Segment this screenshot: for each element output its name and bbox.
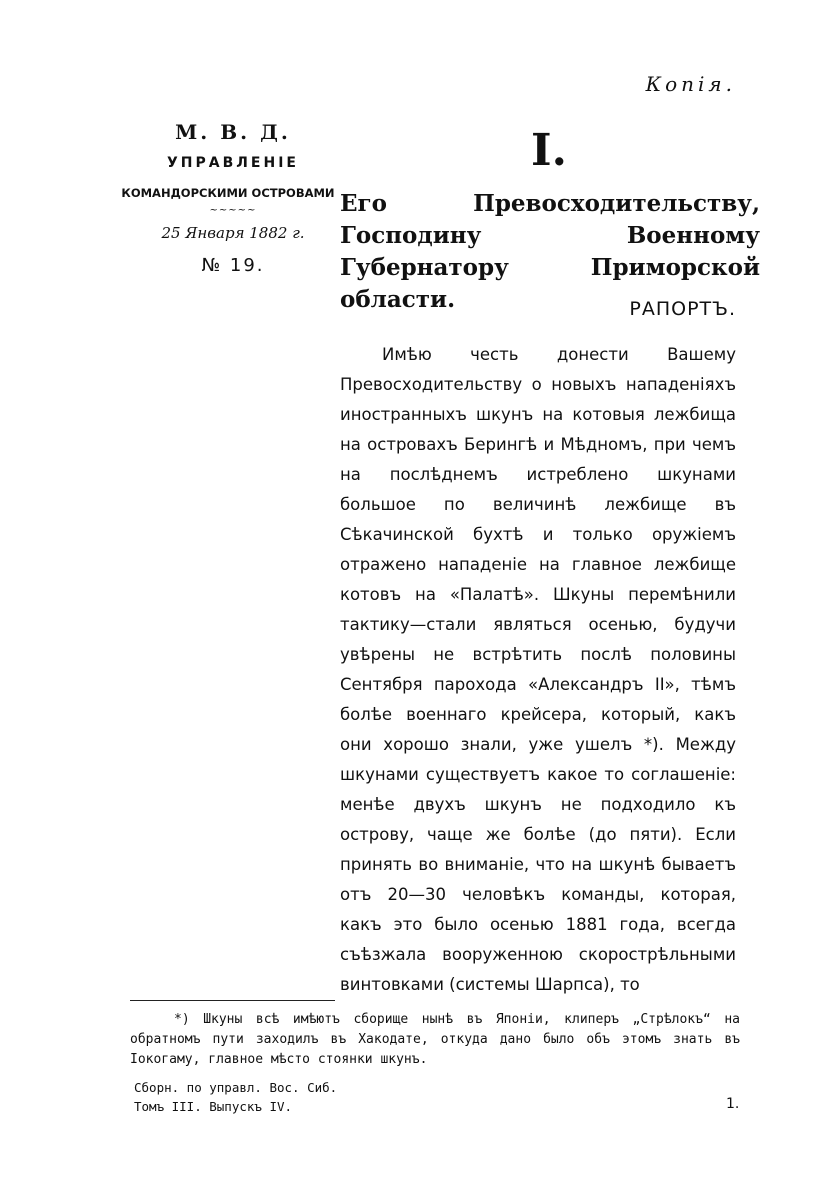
- footnote: *) Шкуны всѣ имѣютъ сборище нынѣ въ Японіи, клиперъ „Стрѣлокъ“ на обратномъ пути заходилъ въ Хакодате, откуда дано было объ этомъ знать въ Іокогаму, главное мѣсто стоянки шкунъ.: [130, 1012, 740, 1067]
- document-number: № 19.: [201, 255, 265, 276]
- agency-abbreviation: М. В. Д.: [175, 120, 291, 144]
- report-title: РАПОРТЪ.: [629, 298, 736, 320]
- sender-header: [121, 118, 338, 280]
- copy-mark: Копія.: [645, 72, 736, 96]
- section-numeral: I.: [531, 125, 567, 176]
- addressee: Его Превосходительству, Господину Военному Губернатору Приморской области.: [340, 190, 760, 313]
- source-line-2: Томъ III. Выпускъ IV.: [134, 1099, 293, 1114]
- document-date: 25 Января 1882 г.: [161, 224, 305, 242]
- ornament-squiggle: ~~~~~: [209, 205, 257, 216]
- source-citation: [134, 1078, 337, 1116]
- page-number: 1.: [726, 1096, 740, 1112]
- department-line-2: КОМАНДОРСКИМИ ОСТРОВАМИ: [121, 186, 335, 200]
- footnote-rule: [130, 1000, 335, 1001]
- report-body: Имѣю честь донести Вашему Превосходительству о новыхъ нападеніяхъ иностранныхъ шкунъ на котовыя лежбища на островахъ Берингѣ и Мѣдномъ, при чемъ на послѣднемъ истреблено шкунами большое по величинѣ лежбище въ Сѣкачинской бухтѣ и только оружіемъ отражено нападеніе на главное лежбище котовъ на «Палатѣ». Шкуны перемѣнили тактику—стали являться осенью, будучи увѣрены не встрѣтить послѣ половины Сентября парохода «Александръ II», тѣмъ болѣе военнаго крейсера, который, какъ они хорошо знали, уже ушелъ *). Между шкунами существуетъ какое то соглашеніе: менѣе двухъ шкунъ не подходило къ острову, чаще же болѣе (до пяти). Если принять во вниманіе, что на шкунѣ бываетъ отъ 20—30 человѣкъ команды, которая, какъ это было осенью 1881 года, всегда съѣзжала вооруженною скорострѣльными винтовками (системы Шарпса), то: [340, 345, 736, 994]
- department-line-1: УПРАВЛЕНІЕ: [167, 155, 299, 171]
- source-line-1: Сборн. по управл. Вос. Сиб.: [134, 1080, 338, 1095]
